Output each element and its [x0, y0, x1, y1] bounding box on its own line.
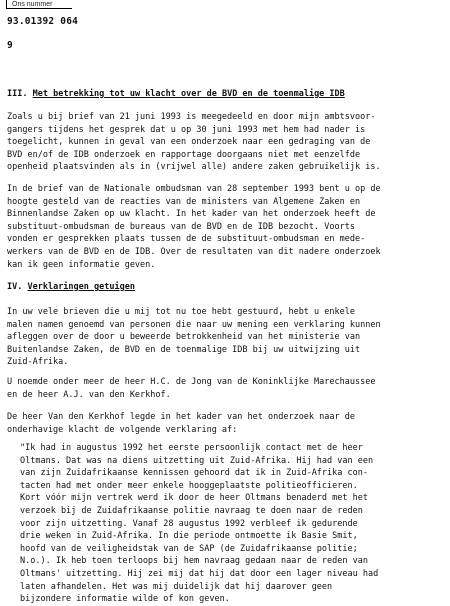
- section-4-title: Verklaringen getuigen: [27, 282, 135, 292]
- section-3-heading: [7, 88, 445, 101]
- reference-number: 93.01392 064: [7, 16, 79, 27]
- section-4-paragraph-1: In uw vele brieven die u mij tot nu toe hebt gestuurd, hebt u enkele malen namen genoemd van personen die naar uw mening een verklaring kunnen afleggen over de door u beweerde betrokkenheid van het ministerie van Buitenlandse Zaken, de BVD en de toenmalige IDB bij uw uitwijzing uit Zuid-Afrika.: [7, 307, 381, 368]
- section-3-number: III.: [7, 89, 28, 99]
- section-4-paragraph-3: De heer Van den Kerkhof legde in het kader van het onderzoek naar de onderhavige klacht de volgende verklaring af:: [7, 412, 355, 435]
- reference-label: Ons nummer: [12, 1, 53, 8]
- section-4-heading: [7, 281, 445, 294]
- header-rule-vertical: [6, 0, 7, 8]
- section-3-paragraph-2: In de brief van de Nationale ombudsman van 28 september 1993 bent u op de hoogte gesteld van de reacties van de ministers van Algemene Zaken en Binnenlandse Zaken op uw klacht. In het kader van het onderzoek heeft de substituut-ombudsman de bureaus van de BVD en de IDB bezocht. Voorts vonden er gesprekken plaats tussen de de substituut-ombudsman en mede- werkers van de BVD en de IDB. Over de resultaten van dit nadere onderzoek kan ik geen informatie geven.: [7, 184, 381, 270]
- header-rule-horizontal: [6, 8, 72, 9]
- page-number: 9: [7, 40, 13, 51]
- section-4-paragraph-2: U noemde onder meer de heer H.C. de Jong van de Koninklijke Marechaussee en de heer A.J. van den Kerkhof.: [7, 377, 376, 400]
- section-3-title: Met betrekking tot uw klacht over de BVD en de toenmalige IDB: [32, 89, 345, 99]
- section-4-number: IV.: [7, 282, 23, 292]
- section-3-paragraph-1: Zoals u bij brief van 21 juni 1993 is meegedeeld en door mijn ambtsvoor- gangers tijdens het gesprek dat u op 30 juni 1993 met hem had nader is toegelicht, kunnen in geval van een onderzoek naar een gedraging van de BVD en/of de IDB onderzoek en rapportage doorgaans niet met eenzelfde openheid plaatsvinden als in (vrijwel alle) andere zaken gebruikelijk is.: [7, 112, 381, 173]
- witness-statement-quote: "Ik had in augustus 1992 het eerste persoonlijk contact met de heer Oltmans. Dat was na diens uitzetting uit Zuid-Afrika. Hij had van een van zijn Zuidafrikaanse kennissen gehoord dat ik in Zuid-Afrika con- tacten had met onder meer enkele hooggeplaatste politieofficieren. Kort vóór mijn vertrek werd ik door de heer Oltmans benaderd met het verzoek bij de Zuidafrikaanse politie navraag te doen naar de reden voor zijn uitzetting. Vanaf 28 augustus 1992 verbleef ik gedurende drie weken in Zuid-Afrika. In die periode ontmoette ik Basie Smit, hoofd van de veiligheidstak van de SAP (de Zuidafrikaanse politie; N.o.). Ik heb toen terloops bij hem navraag gedaan naar de reden van Oltmans' uitzetting. Hij zei mij dat hij dat door een lager niveau had laten afhandelen. Het was mij duidelijk dat hij daarover geen bijzondere informatie wilde of kon geven.: [20, 443, 379, 605]
